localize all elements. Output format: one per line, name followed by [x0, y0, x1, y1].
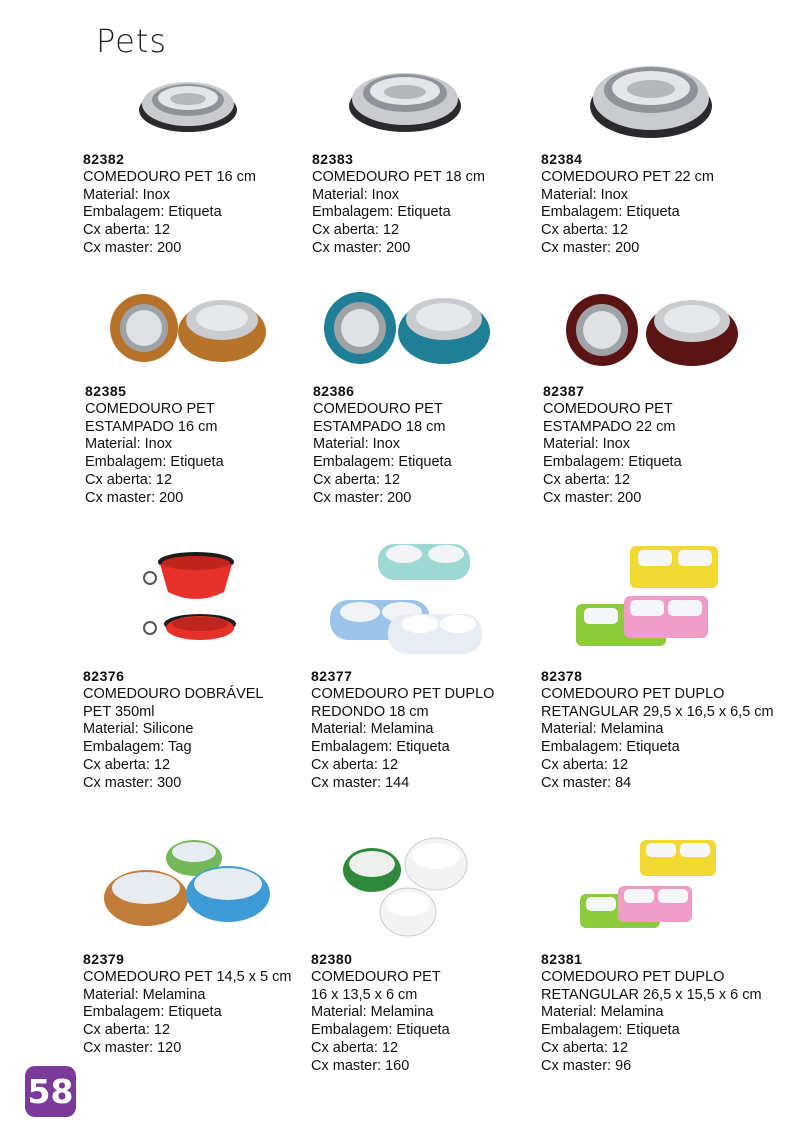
- product-82380: [311, 951, 450, 1076]
- product-packaging: Embalagem: Etiqueta: [85, 454, 224, 471]
- product-name: COMEDOURO PET: [85, 400, 215, 417]
- product-master-box: Cx master: 144: [311, 774, 410, 791]
- product-packaging: Embalagem: Etiqueta: [543, 454, 682, 471]
- product-name-line-2: RETANGULAR 29,5 x 16,5 x 6,5 cm: [541, 703, 774, 720]
- product-open-box: Cx aberta: 12: [541, 222, 629, 239]
- product-name: COMEDOURO PET DUPLO: [541, 685, 725, 702]
- product-name: COMEDOURO PET: [311, 968, 441, 985]
- product-master-box: Cx master: 200: [83, 239, 182, 256]
- product-name: COMEDOURO PET DUPLO: [311, 685, 495, 702]
- product-open-box: Cx aberta: 12: [83, 1022, 171, 1039]
- product-material: Material: Melamina: [83, 986, 206, 1003]
- product-packaging: Embalagem: Etiqueta: [541, 739, 680, 756]
- product-name: COMEDOURO DOBRÁVEL: [83, 685, 264, 702]
- product-packaging: Embalagem: Etiqueta: [541, 1022, 680, 1039]
- product-82381: [541, 951, 762, 1076]
- product-packaging: Embalagem: Etiqueta: [311, 739, 450, 756]
- product-master-box: Cx master: 200: [541, 239, 640, 256]
- product-material: Material: Melamina: [541, 721, 664, 738]
- product-open-box: Cx aberta: 12: [83, 222, 171, 239]
- foldable-bowl-icon: [138, 548, 238, 646]
- product-name: COMEDOURO PET: [313, 400, 443, 417]
- product-packaging: Embalagem: Etiqueta: [313, 454, 452, 471]
- product-open-box: Cx aberta: 12: [311, 756, 399, 773]
- product-82378: [541, 668, 774, 793]
- product-material: Material: Inox: [541, 186, 629, 203]
- product-82386: [313, 383, 452, 508]
- product-material: Material: Inox: [83, 186, 171, 203]
- product-code: 82379: [83, 951, 125, 967]
- product-name-line-2: RETANGULAR 26,5 x 15,5 x 6 cm: [541, 986, 762, 1003]
- product-material: Material: Inox: [85, 436, 173, 453]
- product-code: 82385: [85, 383, 127, 399]
- product-open-box: Cx aberta: 12: [541, 1039, 629, 1056]
- product-name-line-2: ESTAMPADO 18 cm: [313, 418, 446, 435]
- product-82387: [543, 383, 682, 508]
- double-rect-bowl-icon: [578, 836, 718, 932]
- product-master-box: Cx master: 300: [83, 774, 182, 791]
- printed-bowls-icon: [322, 290, 492, 366]
- product-material: Material: Inox: [312, 186, 400, 203]
- deep-bowls-icon: [342, 834, 468, 938]
- steel-bowl-icon: [347, 58, 463, 138]
- product-82379: [83, 951, 291, 1058]
- product-open-box: Cx aberta: 12: [312, 222, 400, 239]
- double-rect-bowl-icon: [574, 542, 722, 658]
- printed-bowls-icon: [564, 292, 740, 368]
- product-82376: [83, 668, 263, 793]
- product-name: COMEDOURO PET 16 cm: [83, 168, 256, 185]
- product-code: 82378: [541, 668, 583, 684]
- product-packaging: Embalagem: Etiqueta: [541, 204, 680, 221]
- product-name-line-2: 16 x 13,5 x 6 cm: [311, 986, 418, 1003]
- double-round-bowl-icon: [328, 538, 484, 658]
- product-code: 82376: [83, 668, 125, 684]
- product-code: 82380: [311, 951, 353, 967]
- product-name: COMEDOURO PET: [543, 400, 673, 417]
- steel-bowl-icon: [588, 50, 714, 142]
- product-open-box: Cx aberta: 12: [311, 1039, 399, 1056]
- product-code: 82387: [543, 383, 585, 399]
- product-name: COMEDOURO PET 14,5 x 5 cm: [83, 968, 292, 985]
- product-82377: [311, 668, 494, 793]
- melamine-bowls-icon: [104, 836, 272, 930]
- product-packaging: Embalagem: Etiqueta: [312, 204, 451, 221]
- page-title: Pets: [96, 22, 168, 60]
- product-name: COMEDOURO PET 18 cm: [312, 168, 485, 185]
- product-name-line-2: ESTAMPADO 16 cm: [85, 418, 218, 435]
- page-number-badge: 58: [25, 1066, 76, 1117]
- product-name: COMEDOURO PET 22 cm: [541, 168, 714, 185]
- product-name-line-2: PET 350ml: [83, 703, 155, 720]
- product-82384: [541, 151, 714, 258]
- product-open-box: Cx aberta: 12: [543, 471, 631, 488]
- product-name: COMEDOURO PET DUPLO: [541, 968, 725, 985]
- product-code: 82381: [541, 951, 583, 967]
- printed-bowls-icon: [108, 292, 268, 364]
- steel-bowl-icon: [137, 72, 239, 134]
- product-82383: [312, 151, 485, 258]
- product-open-box: Cx aberta: 12: [541, 756, 629, 773]
- product-master-box: Cx master: 84: [541, 774, 632, 791]
- product-name-line-2: REDONDO 18 cm: [311, 703, 429, 720]
- product-master-box: Cx master: 120: [83, 1039, 182, 1056]
- product-82385: [85, 383, 224, 508]
- product-master-box: Cx master: 200: [85, 489, 184, 506]
- product-packaging: Embalagem: Etiqueta: [83, 1004, 222, 1021]
- product-code: 82382: [83, 151, 125, 167]
- product-material: Material: Inox: [313, 436, 401, 453]
- product-material: Material: Inox: [543, 436, 631, 453]
- product-packaging: Embalagem: Etiqueta: [83, 204, 222, 221]
- product-material: Material: Silicone: [83, 721, 194, 738]
- product-master-box: Cx master: 200: [543, 489, 642, 506]
- product-open-box: Cx aberta: 12: [313, 471, 401, 488]
- product-master-box: Cx master: 160: [311, 1057, 410, 1074]
- product-master-box: Cx master: 96: [541, 1057, 632, 1074]
- product-code: 82377: [311, 668, 353, 684]
- product-packaging: Embalagem: Etiqueta: [311, 1022, 450, 1039]
- product-code: 82386: [313, 383, 355, 399]
- product-packaging: Embalagem: Tag: [83, 739, 192, 756]
- product-master-box: Cx master: 200: [313, 489, 412, 506]
- product-material: Material: Melamina: [311, 1004, 434, 1021]
- product-material: Material: Melamina: [311, 721, 434, 738]
- product-master-box: Cx master: 200: [312, 239, 411, 256]
- product-name-line-2: ESTAMPADO 22 cm: [543, 418, 676, 435]
- product-material: Material: Melamina: [541, 1004, 664, 1021]
- product-82382: [83, 151, 256, 258]
- product-open-box: Cx aberta: 12: [85, 471, 173, 488]
- product-code: 82383: [312, 151, 354, 167]
- product-code: 82384: [541, 151, 583, 167]
- product-open-box: Cx aberta: 12: [83, 756, 171, 773]
